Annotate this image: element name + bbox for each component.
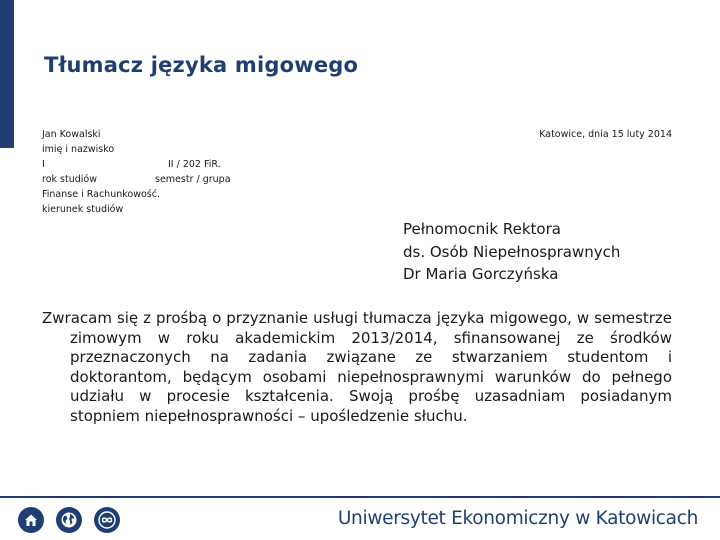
sender-field-label: kierunek studiów <box>42 204 124 215</box>
addressee-line-2: ds. Osób Niepełnosprawnych <box>403 242 621 261</box>
sender-semester-group-label: semestr / grupa <box>155 174 231 185</box>
page-title: Tłumacz języka migowego <box>44 53 359 77</box>
place-date: Katowice, dnia 15 luty 2014 <box>539 129 672 140</box>
globe-icon[interactable] <box>56 507 82 533</box>
body-paragraph: Zwracam się z prośbą o przyznanie usługi tłumacza języka migowego, w semestrze zimowym w roku akademickim 2013/2014, sfinansowanej ze środków przeznaczonych na zadania związane ze stwarzaniem studentom i doktorantom, będącym osobami niepełnosprawnymi warunków do pełnego udziału w procesie kształcenia. Swoją prośbę uzasadniam posiadanym stopniem niepełnosprawności – upośledzenie słuchu. <box>42 309 672 425</box>
home-icon[interactable] <box>18 507 44 533</box>
sender-name-label: imię i nazwisko <box>42 144 115 155</box>
infinity-icon[interactable] <box>94 507 120 533</box>
sender-field: Finanse i Rachunkowość. <box>42 189 160 200</box>
sender-semester-group: II / 202 FiR. <box>168 159 221 170</box>
footer-icons <box>18 507 120 533</box>
sender-name: Jan Kowalski <box>42 129 101 140</box>
sender-year: I <box>42 159 45 170</box>
accent-bar <box>0 0 14 148</box>
sender-year-label: rok studiów <box>42 174 97 185</box>
university-name: Uniwersytet Ekonomiczny w Katowicach <box>337 508 698 529</box>
addressee-block <box>403 218 620 286</box>
addressee-line-3: Dr Maria Gorczyńska <box>403 265 559 283</box>
footer-divider <box>0 496 720 498</box>
addressee-line-1: Pełnomocnik Rektora <box>403 220 561 238</box>
